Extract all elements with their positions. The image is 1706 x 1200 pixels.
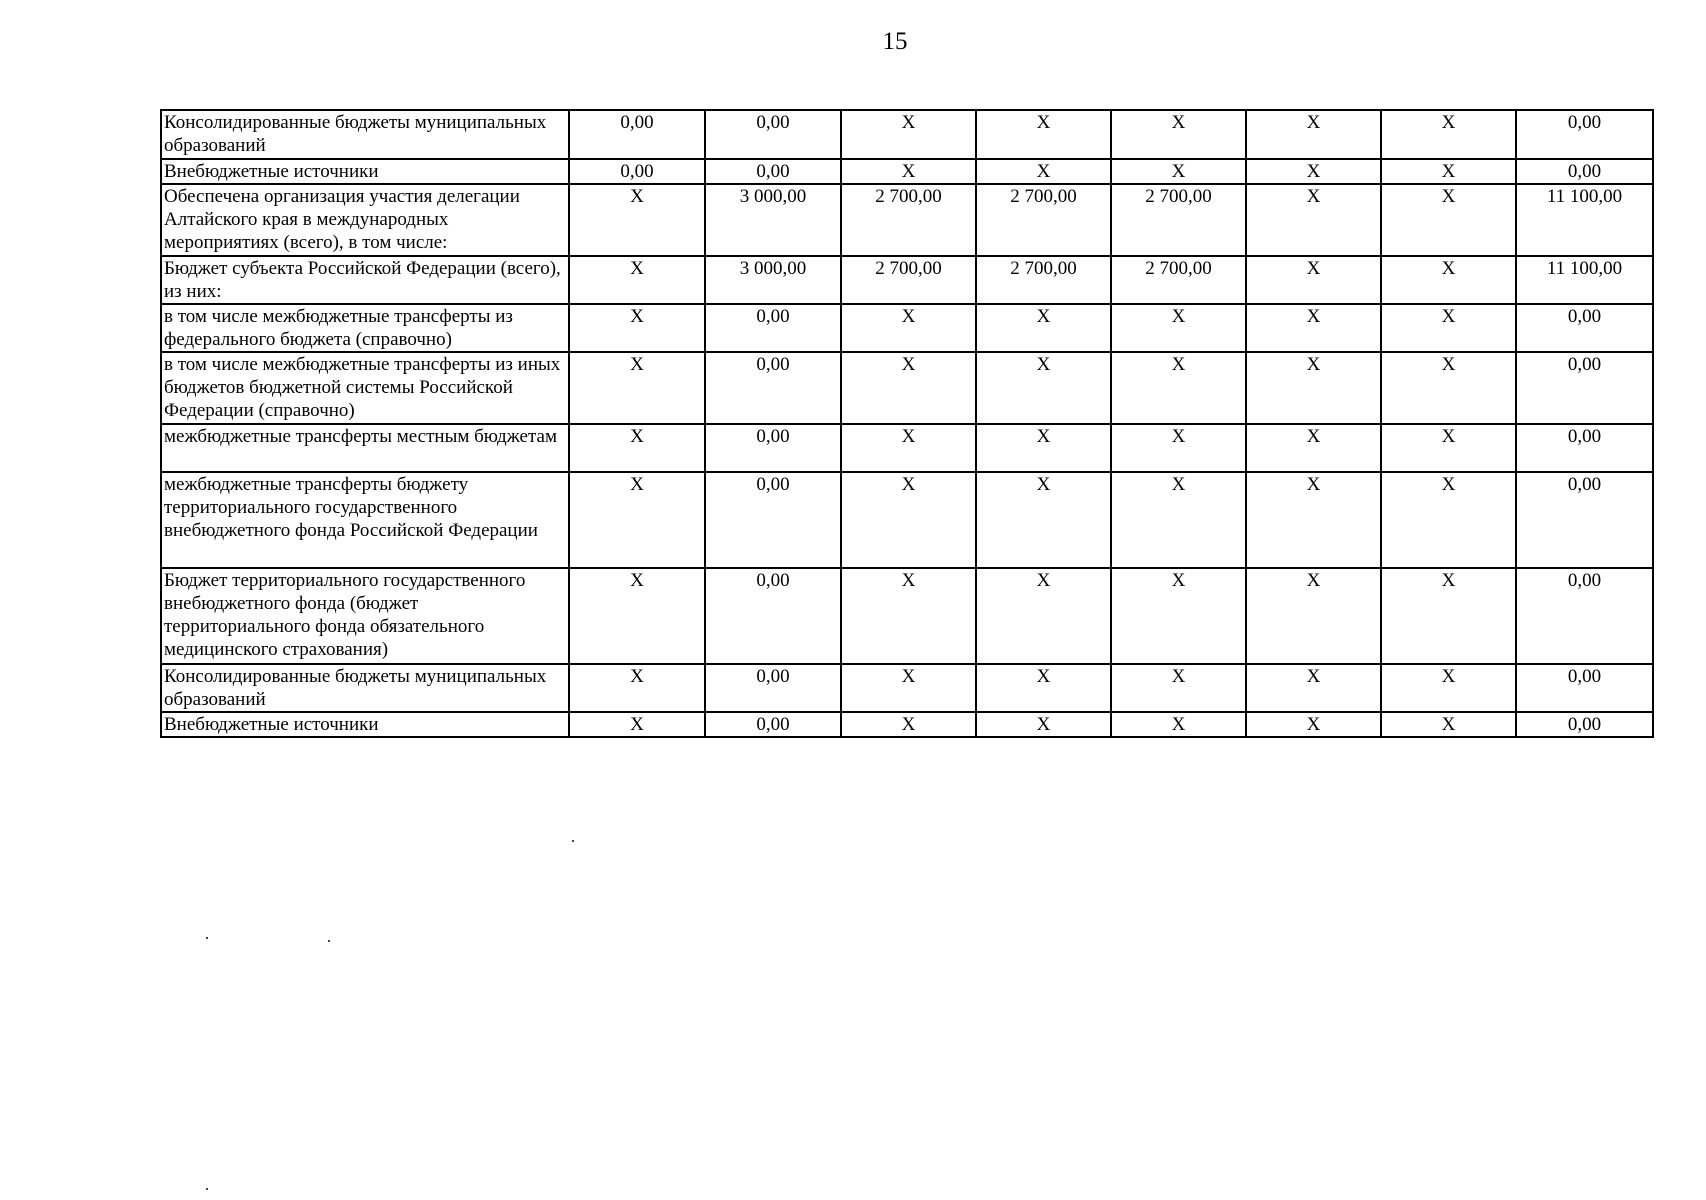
row-label: Консолидированные бюджеты муниципальных образований <box>161 110 569 159</box>
value-cell: 2 700,00 <box>841 184 976 256</box>
value-cell: X <box>1246 184 1381 256</box>
value-cell: 0,00 <box>1516 159 1653 184</box>
value-cell: X <box>569 256 705 304</box>
value-cell: X <box>1111 110 1246 159</box>
value-cell: X <box>1246 110 1381 159</box>
value-cell: X <box>1111 424 1246 472</box>
value-cell: X <box>1246 159 1381 184</box>
value-cell: X <box>1246 568 1381 664</box>
value-cell: X <box>1246 256 1381 304</box>
value-cell: X <box>1246 472 1381 568</box>
value-cell: X <box>976 472 1111 568</box>
value-cell: X <box>976 712 1111 737</box>
value-cell: X <box>1381 159 1516 184</box>
value-cell: X <box>1381 352 1516 424</box>
value-cell: X <box>976 304 1111 352</box>
value-cell: X <box>1111 568 1246 664</box>
value-cell: X <box>1246 664 1381 712</box>
row-label: Бюджет территориального государственного внебюджетного фонда (бюджет территориального фонда обязательного медицинского страхования) <box>161 568 569 664</box>
value-cell: X <box>1111 664 1246 712</box>
value-cell: X <box>569 472 705 568</box>
table-row <box>161 424 1653 472</box>
value-cell: X <box>1246 424 1381 472</box>
value-cell: X <box>841 352 976 424</box>
value-cell: X <box>1246 352 1381 424</box>
row-label: Бюджет субъекта Российской Федерации (всего), из них: <box>161 256 569 304</box>
table-row <box>161 352 1653 424</box>
value-cell: 3 000,00 <box>705 184 841 256</box>
value-cell: 11 100,00 <box>1516 184 1653 256</box>
value-cell: 0,00 <box>705 712 841 737</box>
value-cell: X <box>569 712 705 737</box>
value-cell: X <box>1381 568 1516 664</box>
table-row <box>161 568 1653 664</box>
value-cell: X <box>841 159 976 184</box>
value-cell: X <box>1381 424 1516 472</box>
value-cell: X <box>841 712 976 737</box>
value-cell: 2 700,00 <box>976 184 1111 256</box>
table-row <box>161 159 1653 184</box>
table-row <box>161 256 1653 304</box>
value-cell: X <box>841 472 976 568</box>
value-cell: 0,00 <box>705 110 841 159</box>
value-cell: 0,00 <box>1516 472 1653 568</box>
value-cell: X <box>976 110 1111 159</box>
scan-speck <box>206 1188 208 1190</box>
value-cell: X <box>1246 304 1381 352</box>
table-row <box>161 712 1653 737</box>
value-cell: X <box>841 424 976 472</box>
value-cell: X <box>569 424 705 472</box>
row-label: Обеспечена организация участия делегации Алтайского края в международных мероприятиях (всего), в том числе: <box>161 184 569 256</box>
row-label: Консолидированные бюджеты муниципальных образований <box>161 664 569 712</box>
value-cell: X <box>976 352 1111 424</box>
value-cell: X <box>976 664 1111 712</box>
value-cell: X <box>1111 712 1246 737</box>
table-row <box>161 472 1653 568</box>
table-row <box>161 184 1653 256</box>
value-cell: 3 000,00 <box>705 256 841 304</box>
row-label: Внебюджетные источники <box>161 159 569 184</box>
value-cell: 0,00 <box>705 472 841 568</box>
value-cell: 0,00 <box>1516 424 1653 472</box>
row-label: в том числе межбюджетные трансферты из федерального бюджета (справочно) <box>161 304 569 352</box>
value-cell: X <box>841 664 976 712</box>
value-cell: X <box>841 304 976 352</box>
budget-table <box>160 109 1654 738</box>
value-cell: X <box>1381 664 1516 712</box>
table-row <box>161 110 1653 159</box>
value-cell: X <box>841 568 976 664</box>
value-cell: 0,00 <box>705 304 841 352</box>
value-cell: 0,00 <box>705 568 841 664</box>
value-cell: 0,00 <box>1516 664 1653 712</box>
value-cell: 2 700,00 <box>976 256 1111 304</box>
value-cell: X <box>569 352 705 424</box>
value-cell: X <box>1111 352 1246 424</box>
table-row <box>161 664 1653 712</box>
value-cell: X <box>1381 184 1516 256</box>
value-cell: X <box>1111 304 1246 352</box>
value-cell: X <box>569 184 705 256</box>
value-cell: X <box>976 568 1111 664</box>
value-cell: 0,00 <box>1516 568 1653 664</box>
value-cell: X <box>841 110 976 159</box>
value-cell: 0,00 <box>705 424 841 472</box>
scan-speck <box>572 840 574 842</box>
value-cell: 2 700,00 <box>1111 184 1246 256</box>
value-cell: X <box>1381 256 1516 304</box>
page-number: 15 <box>882 28 908 55</box>
value-cell: X <box>1246 712 1381 737</box>
value-cell: 0,00 <box>705 664 841 712</box>
value-cell: X <box>569 568 705 664</box>
value-cell: 2 700,00 <box>1111 256 1246 304</box>
value-cell: 0,00 <box>569 159 705 184</box>
value-cell: X <box>976 424 1111 472</box>
scan-speck <box>328 940 330 942</box>
value-cell: 0,00 <box>1516 712 1653 737</box>
value-cell: X <box>976 159 1111 184</box>
value-cell: X <box>569 304 705 352</box>
value-cell: 0,00 <box>569 110 705 159</box>
value-cell: 0,00 <box>1516 304 1653 352</box>
table-row <box>161 304 1653 352</box>
value-cell: X <box>1381 472 1516 568</box>
value-cell: 0,00 <box>1516 352 1653 424</box>
value-cell: X <box>1111 159 1246 184</box>
row-label: межбюджетные трансферты местным бюджетам <box>161 424 569 472</box>
table-body <box>161 110 1653 737</box>
row-label: межбюджетные трансферты бюджету территориального государственного внебюджетного фонда Российской Федерации <box>161 472 569 568</box>
row-label: Внебюджетные источники <box>161 712 569 737</box>
value-cell: 0,00 <box>1516 110 1653 159</box>
scan-speck <box>206 937 208 939</box>
value-cell: 0,00 <box>705 352 841 424</box>
value-cell: X <box>569 664 705 712</box>
row-label: в том числе межбюджетные трансферты из иных бюджетов бюджетной системы Российской Федерации (справочно) <box>161 352 569 424</box>
value-cell: X <box>1381 304 1516 352</box>
value-cell: X <box>1381 110 1516 159</box>
value-cell: 0,00 <box>705 159 841 184</box>
value-cell: 11 100,00 <box>1516 256 1653 304</box>
value-cell: X <box>1381 712 1516 737</box>
value-cell: 2 700,00 <box>841 256 976 304</box>
value-cell: X <box>1111 472 1246 568</box>
